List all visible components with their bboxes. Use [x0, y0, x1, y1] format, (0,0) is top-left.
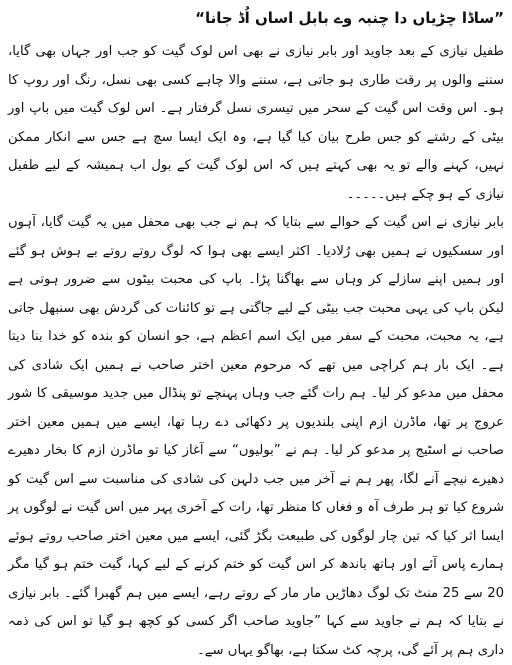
article-paragraph-1: طفیل نیازی کے بعد جاوید اور بابر نیازی نے بھی اس لوک گیت کو جب اور جہاں بھی گایا، سننے والوں پر رقت طاری ہو جاتی ہے، سننے والا چاہے کسی بھی نسل، رنگ اور روپ کا ہو۔ اس وقت اس گیت کے سحر میں تیسری نسل گرفتار ہے۔ اس لوک گیت میں باپ اور بیٹی کے رشتے کو جس طرح بیان کیا گیا ہے، وہ ایک ایسا سچ ہے جس سے انکار ممکن نہیں، کہنے والے تو یہ بھی کہتے ہیں کہ اس لوک گیت کے بول اب ہمیشہ کے لیے طفیل نیازی کے ہو چکے ہیں۔۔۔۔۔ [8, 44, 504, 202]
article-paragraph-2: بابر نیازی نے اس گیت کے حوالے سے بتایا کہ ہم نے جب بھی محفل میں یہ گیت گایا، آہوں اور سسکیوں نے ہمیں بھی رُلادیا۔ اکثر ایسے بھی ہوا کہ لوگ روتے روتے بے ہوش ہو گئے اور ہمیں اپنے سازلے کر وہاں سے بھاگنا پڑا۔ باپ کی محبت بیٹوں سے ضرور ہوتی ہے لیکن باپ کی یہی محبت جب بیٹی کے لیے جاگتی ہے تو کائنات کی گردش بھی سنبھل جاتی ہے، یہ محبت، محبت کے سفر میں ایک اسم اعظم ہے، جو انسان کو بندہ کو خدا بنا دیتا ہے۔ ایک بار ہم کراچی میں تھے کہ مرحوم معین اختر صاحب نے ہمیں ایک شادی کی محفل میں مدعو کر لیا۔ ہم رات گئے جب وہاں پہنچے تو پنڈال میں جدید موسیقی کا شور عروج پر تھا، ماڈرن ازم اپنی بلندیوں پر دکھائی دے رہا تھا، ایسے میں ہمیں معین اختر صاحب نے اسٹیج پر مدعو کر لیا۔ ہم نے ”بولیوں“ سے آغاز کیا تو ماڈرن ازم کا بخار دھیرے دھیرے نیچے آنے لگا، پھر ہم نے آخر میں جب دلہن کی شادی کی مناسبت سے اس گیت کو شروع کیا تو ہر طرف آہ و فغاں کا منظر تھا، رات کے آخری پہر میں اس گیت نے لوگوں پر ایسا اثر کیا کہ تین چار لوگوں کی طبیعت بگڑ گئی، ایسے میں معین اختر صاحب روتے ہوئے ہمارے پاس آئے اور ہاتھ باندھ کر اس گیت کو ختم کرنے کے لیے کہا، گیت ختم ہو گیا مگر 20 سے 25 منٹ تک لوگ دھاڑیں مار مار کے روتے رہے، ایسے میں ہم گھبرا گئے۔ بابر نیازی نے بتایا کہ ہم نے جاوید سے کہا ”جاوید صاحب اگر کسی کو کچھ ہو گیا تو اس کی ذمہ داری ہم پر آئے گی، پرچہ کٹ سکتا ہے، بھاگو یہاں سے۔ [8, 215, 504, 658]
article-title: ”ساڈا چڑیاں دا چنبہ وے بابل اساں اُڈ جانا“ [195, 9, 504, 27]
